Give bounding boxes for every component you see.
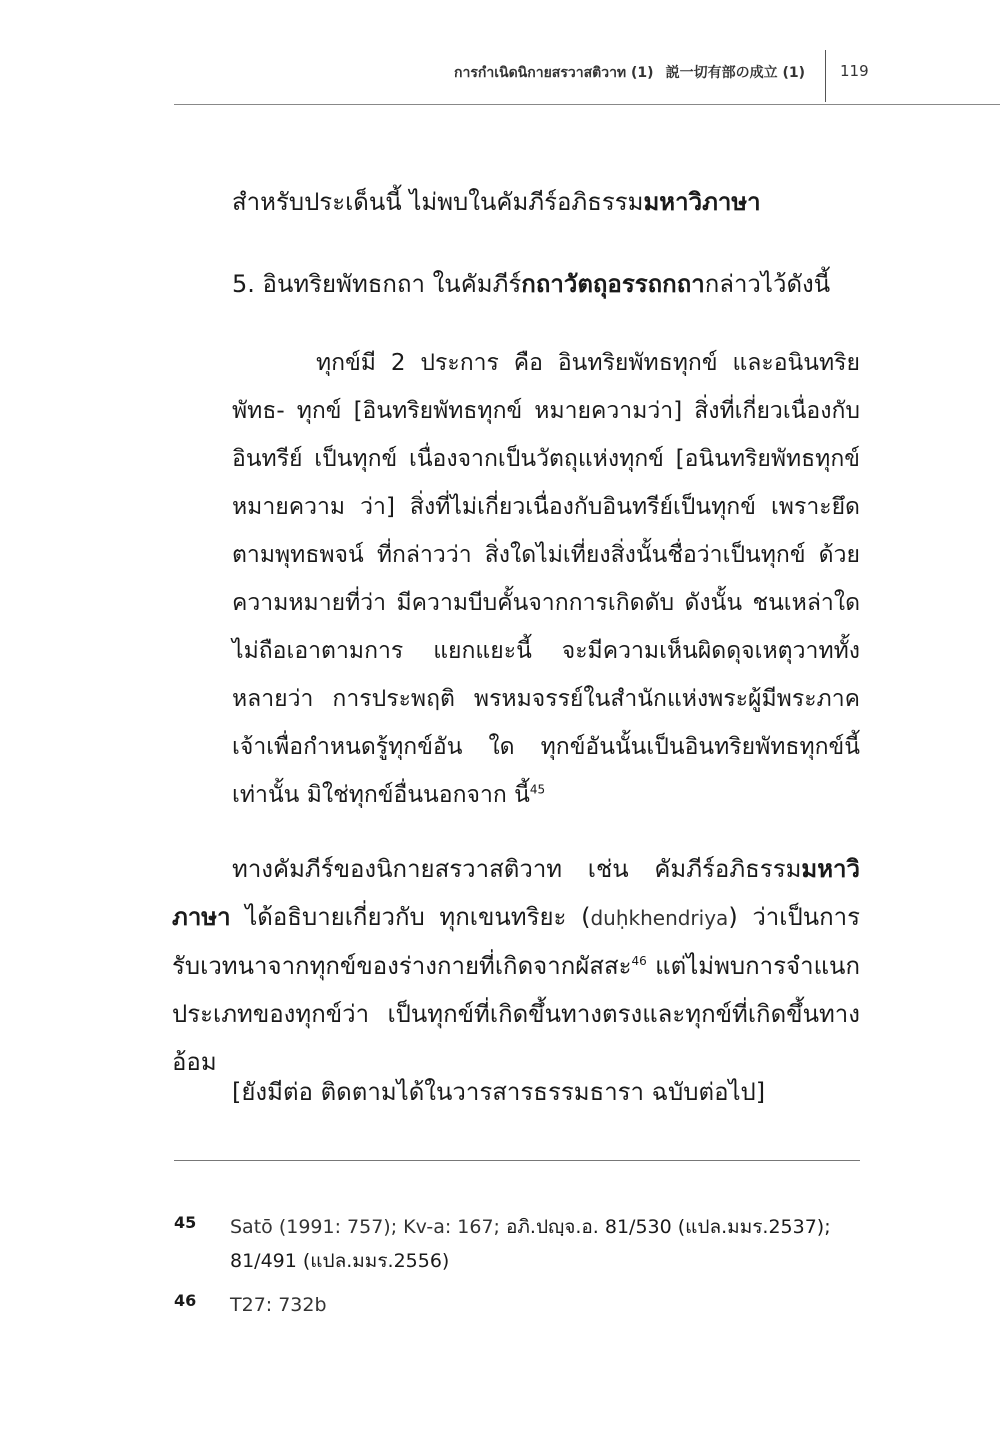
paragraph-3-roman-term: duḥkhendriya: [590, 906, 729, 930]
footnote-ref-46[interactable]: 46: [631, 954, 647, 968]
header-divider: [174, 104, 1000, 105]
running-header: [0, 0, 1000, 110]
quote-line: พรหมจรรย์ในสำนักแห่งพระผู้มีพระภาคเจ้าเพื่อกำหนดรู้ทุกข์อัน: [232, 686, 861, 760]
paragraph-1: [232, 178, 862, 226]
paragraph-3-text-b: ได้อธิบายเกี่ยวกับ ทุกเขนทริยะ (: [230, 903, 591, 931]
quote-line: เป็นทุกข์ เนื่องจากเป็นวัตถุแห่งทุกข์ [อนินทริยพัทธทุกข์ หมายความ: [232, 446, 860, 520]
quote-line: นี้: [514, 782, 530, 808]
quote-line: ที่กล่าวว่า สิ่งใดไม่เที่ยงสิ่งนั้นชื่อว่าเป็นทุกข์ ด้วยความหมายที่ว่า: [232, 542, 860, 616]
paragraph-1-text: สำหรับประเด็นนี้ ไม่พบในคัมภีร์อภิธรรม: [232, 188, 644, 216]
footnote-roman-text: Satō (1991: 757); Kv-a: 167;: [230, 1216, 500, 1238]
running-title-thai: การกำเนิดนิกายสรวาสติวาท (1): [454, 65, 654, 81]
paragraph-3-text-d: แต่ไม่พบการจำแนกประเภทของทุกข์ว่า เป็นทุกข์ที่เกิดขึ้นทางตรงและทุกข์ที่เกิดขึ้นทางอ้อม: [172, 952, 860, 1076]
paragraph-1-bold-title: มหาวิภาษา: [643, 188, 761, 216]
quote-line: ว่า] สิ่งที่ไม่เกี่ยวเนื่องกับอินทรีย์เป็นทุกข์ เพราะยึดตามพุทธพจน์: [232, 494, 860, 568]
quote-line: ทุกข์ [อินทริยพัทธทุกข์ หมายความว่า] สิ่งที่เกี่ยวเนื่องกับอินทรีย์: [232, 398, 860, 472]
footnote-divider: [174, 1160, 860, 1161]
running-title-cjk: 説一切有部の成立 (1): [665, 65, 805, 81]
footnote-thai-text: อภิ.ปญฺจ.อ. 81/530 (แปล.มมร.2537); 81/491 (แปล.มมร.2556): [230, 1216, 831, 1272]
paragraph-2-bold-title: กถาวัตถุอรรถกถา: [521, 270, 705, 298]
block-quote: [232, 339, 860, 819]
footnote-roman-text: T27: 732b: [230, 1294, 327, 1316]
quote-line: มีความบีบคั้นจากการเกิดดับ ดังนั้น ชนเหล่าใดไม่ถือเอาตามการ: [232, 590, 861, 664]
header-vertical-divider: [825, 50, 826, 102]
quote-line: แยกแยะนี้ จะมีความเห็นผิดดุจเหตุวาททั้งหลายว่า การประพฤติ: [232, 638, 860, 712]
footnote-number: 45: [174, 1213, 197, 1232]
quote-line: ใด ทุกข์อันนั้นเป็นอินทริยพัทธทุกข์นี้เท่านั้น มิใช่ทุกข์อื่นนอกจาก: [232, 734, 861, 808]
footnote-number: 46: [174, 1291, 197, 1310]
running-title: [380, 62, 805, 84]
paragraph-2: [232, 260, 862, 308]
footnote-text: [230, 1288, 860, 1322]
paragraph-2-tail: กล่าวไว้ดังนี้: [704, 270, 831, 298]
paragraph-2-text: 5. อินทริยพัทธกถา ในคัมภีร์: [232, 270, 522, 298]
paragraph-4: [ยังมีต่อ ติดตามได้ในวารสารธรรมธารา ฉบับต่อไป]: [232, 1078, 766, 1106]
page-number: 119: [840, 62, 869, 80]
paragraph-3: [172, 845, 860, 1086]
paragraph-3-text-c: ) ว่าเป็นการรับเวทนาจากทุกข์ของร่างกายที่เกิดจากผัสสะ: [172, 903, 861, 980]
quote-line: ทุกข์มี 2 ประการ คือ อินทริยพัทธทุกข์ และอนินทริยพัทธ-: [232, 350, 860, 424]
footnote-text: [230, 1210, 860, 1278]
paragraph-3-text-a: ทางคัมภีร์ของนิกายสรวาสติวาท เช่น คัมภีร์อภิธรรม: [232, 855, 802, 883]
paragraph-3-bold-title: มหาวิภาษา: [172, 855, 860, 931]
footnote-ref-45[interactable]: 45: [529, 782, 546, 797]
